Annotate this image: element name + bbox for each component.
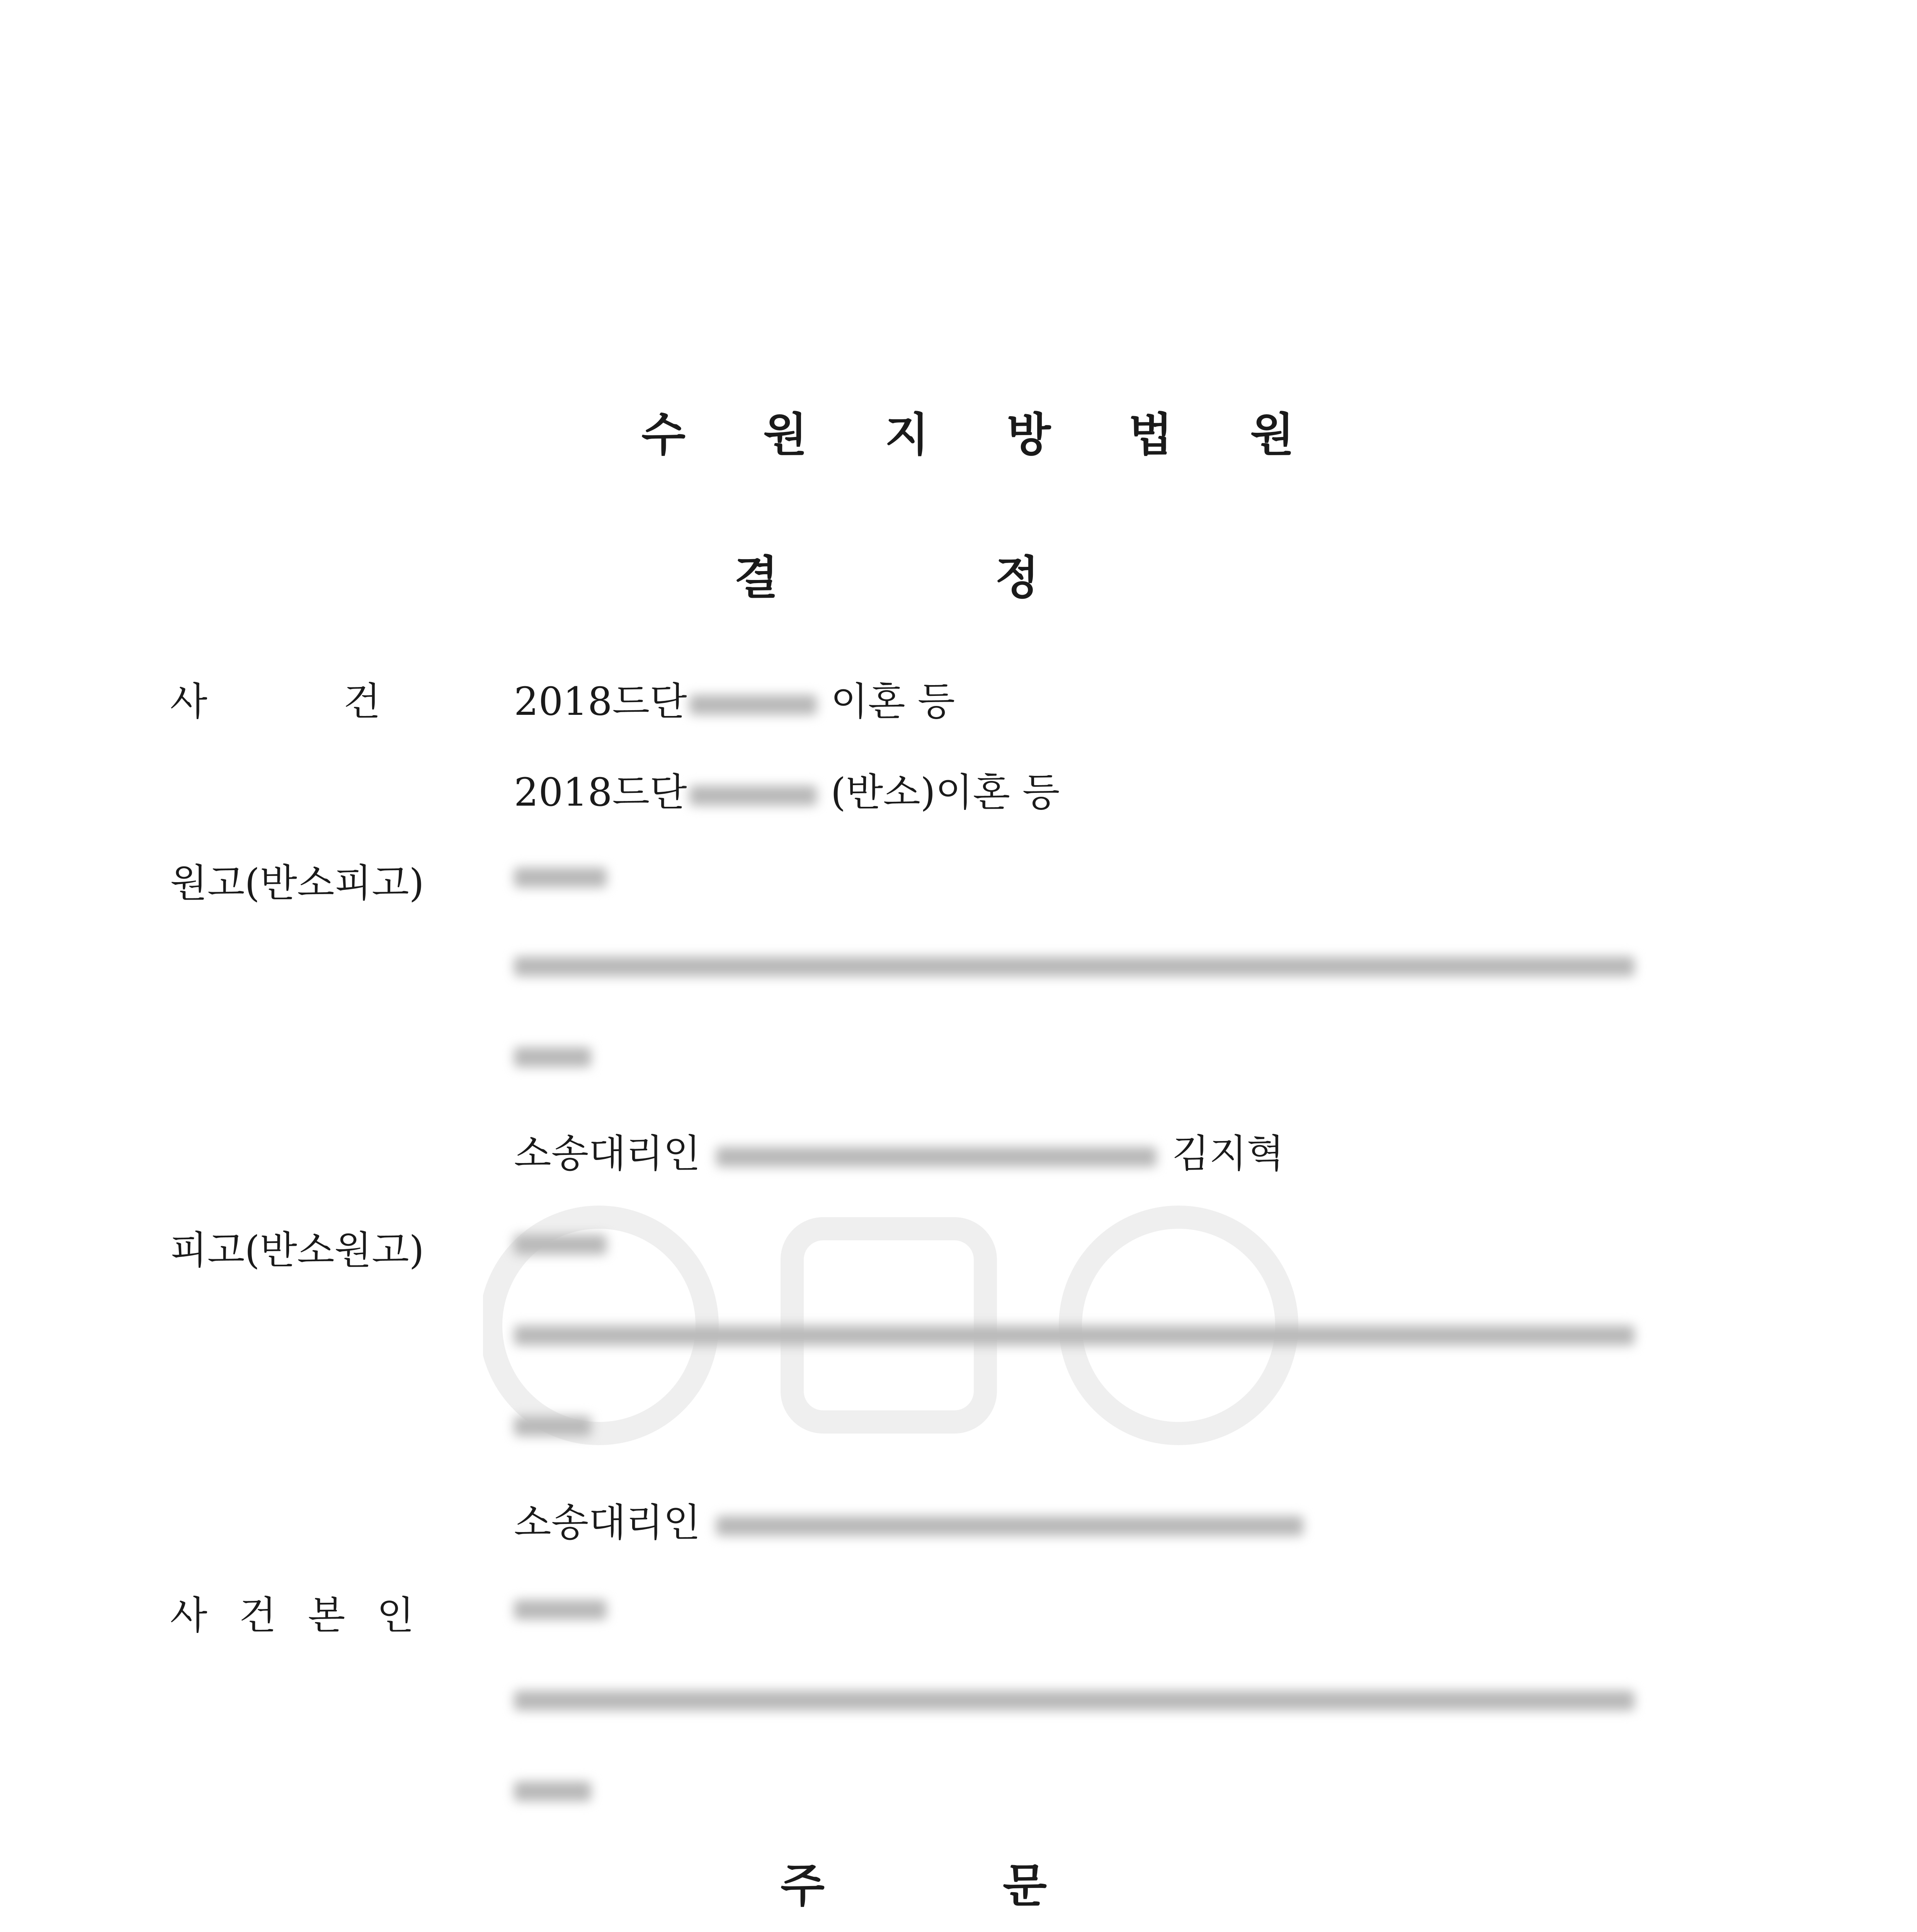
- redacted-principal-address: [514, 1690, 1635, 1711]
- redacted-plaintiff-name: [514, 867, 607, 888]
- redacted-principal-name: [514, 1600, 607, 1620]
- principal-label: 사 건 본 인: [170, 1593, 414, 1638]
- defendant-attorney-line: [514, 1492, 1303, 1547]
- plaintiff-label: 원고(반소피고): [170, 861, 424, 906]
- case-label: 사 건: [170, 679, 381, 724]
- document-type: 결 정: [734, 551, 1039, 604]
- court-name: 수 원 지 방 법 원: [641, 408, 1318, 461]
- attorney-label: 소송대리인: [514, 1500, 701, 1545]
- case-number-prefix: 2018드단: [514, 770, 687, 815]
- case-line-1: [514, 670, 955, 726]
- redacted-law-firm: [716, 1516, 1303, 1536]
- attorney-label: 소송대리인: [514, 1131, 701, 1176]
- attorney-name: 김지혁: [1172, 1131, 1284, 1176]
- redacted-case-number: [689, 786, 817, 806]
- redacted-law-firm: [716, 1147, 1157, 1167]
- case-line-2: [514, 761, 1060, 817]
- defendant-label: 피고(반소원고): [170, 1228, 424, 1273]
- redacted-principal-address-cont: [514, 1781, 591, 1801]
- case-number-prefix: 2018드단: [514, 679, 687, 724]
- case-title: (반소)이혼 등: [830, 770, 1060, 815]
- plaintiff-attorney-line: [514, 1122, 1284, 1178]
- redacted-defendant-address: [514, 1325, 1635, 1345]
- redacted-plaintiff-address: [514, 956, 1635, 976]
- redacted-defendant-name: [514, 1235, 607, 1255]
- order-heading: 주 문: [781, 1859, 1047, 1912]
- redacted-plaintiff-address-cont: [514, 1047, 591, 1067]
- redacted-case-number: [689, 695, 817, 715]
- redacted-defendant-address-cont: [514, 1416, 591, 1436]
- case-title: 이혼 등: [830, 679, 955, 724]
